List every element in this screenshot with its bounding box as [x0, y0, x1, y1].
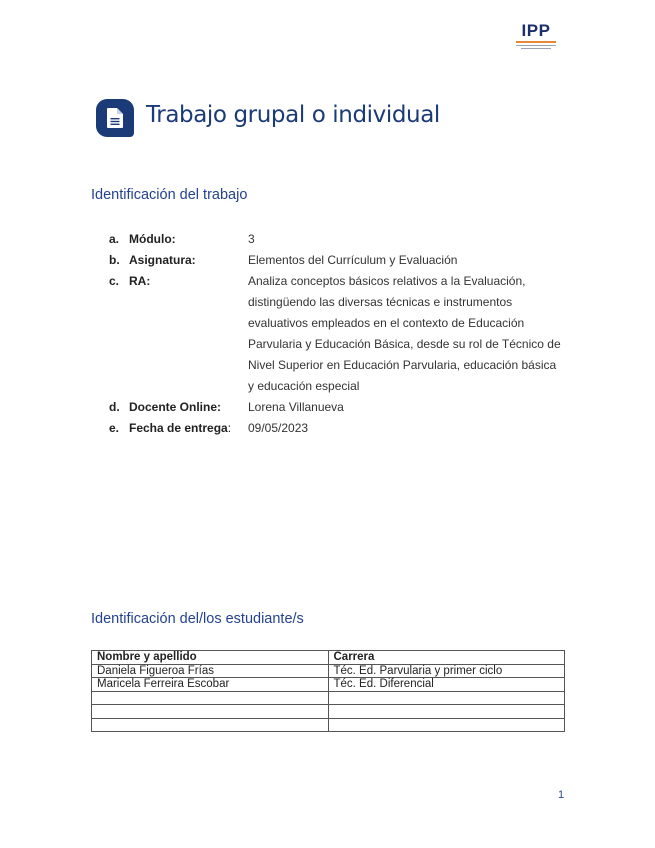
- item-letter: d.: [109, 400, 120, 414]
- document-icon: [96, 99, 134, 137]
- student-career-cell: [328, 705, 565, 719]
- item-label: Fecha de entrega:: [129, 421, 232, 435]
- column-header-name: Nombre y apellido: [92, 651, 329, 665]
- student-career-cell: Téc. Ed. Diferencial: [328, 678, 565, 692]
- item-letter: b.: [109, 253, 120, 267]
- institution-logo: [514, 22, 558, 56]
- student-name-cell: [92, 705, 329, 719]
- info-item-ra: [109, 271, 569, 397]
- item-value: Lorena Villanueva: [248, 400, 344, 414]
- page-number: 1: [558, 789, 565, 801]
- students-table: [91, 650, 565, 732]
- logo-text: IPP: [521, 21, 551, 40]
- item-letter: a.: [109, 232, 120, 246]
- student-name-cell: [92, 691, 329, 705]
- student-career-cell: [328, 718, 565, 732]
- item-letter: c.: [109, 274, 120, 288]
- item-label: Docente Online:: [129, 400, 222, 414]
- student-name-cell: [92, 718, 329, 732]
- student-identification-heading: Identificación del/los estudiante/s: [91, 611, 304, 627]
- logo-subtitle-line: [521, 48, 551, 49]
- work-info-list: [109, 229, 569, 439]
- student-career-cell: [328, 691, 565, 705]
- info-item-subject: [109, 250, 569, 271]
- info-item-due-date: [109, 418, 569, 439]
- logo-subtitle-line: [516, 45, 556, 46]
- item-letter: e.: [109, 421, 120, 435]
- logo-accent-bar: [516, 41, 556, 43]
- table-header-row: [92, 651, 565, 665]
- student-name-cell: Maricela Ferreira Escobar: [92, 678, 329, 692]
- table-row: [92, 691, 565, 705]
- info-item-teacher: [109, 397, 569, 418]
- info-item-module: [109, 229, 569, 250]
- table-row: [92, 664, 565, 678]
- item-label: Asignatura:: [129, 253, 196, 267]
- item-value: Elementos del Currículum y Evaluación: [248, 253, 458, 267]
- item-value: 3: [248, 232, 255, 246]
- student-career-cell: Téc. Ed. Parvularia y primer ciclo: [328, 664, 565, 678]
- page-title: Trabajo grupal o individual: [146, 102, 440, 128]
- item-value: 09/05/2023: [248, 421, 309, 435]
- item-value: Analiza conceptos básicos relativos a la Evaluación, distingüendo las diversas técnicas e instrumentos evaluativos empleados en el contexto de Educación Parvularia y Educación Básica, desde su rol de Técnico de Nivel Superior en Educación Parvularia, educación básica y educación especial: [248, 274, 561, 393]
- table-row: [92, 678, 565, 692]
- table-row: [92, 705, 565, 719]
- column-header-career: Carrera: [328, 651, 565, 665]
- table-row: [92, 718, 565, 732]
- item-label: RA:: [129, 274, 151, 288]
- work-identification-heading: Identificación del trabajo: [91, 187, 248, 203]
- item-label: Módulo:: [129, 232, 176, 246]
- student-name-cell: Daniela Figueroa Frías: [92, 664, 329, 678]
